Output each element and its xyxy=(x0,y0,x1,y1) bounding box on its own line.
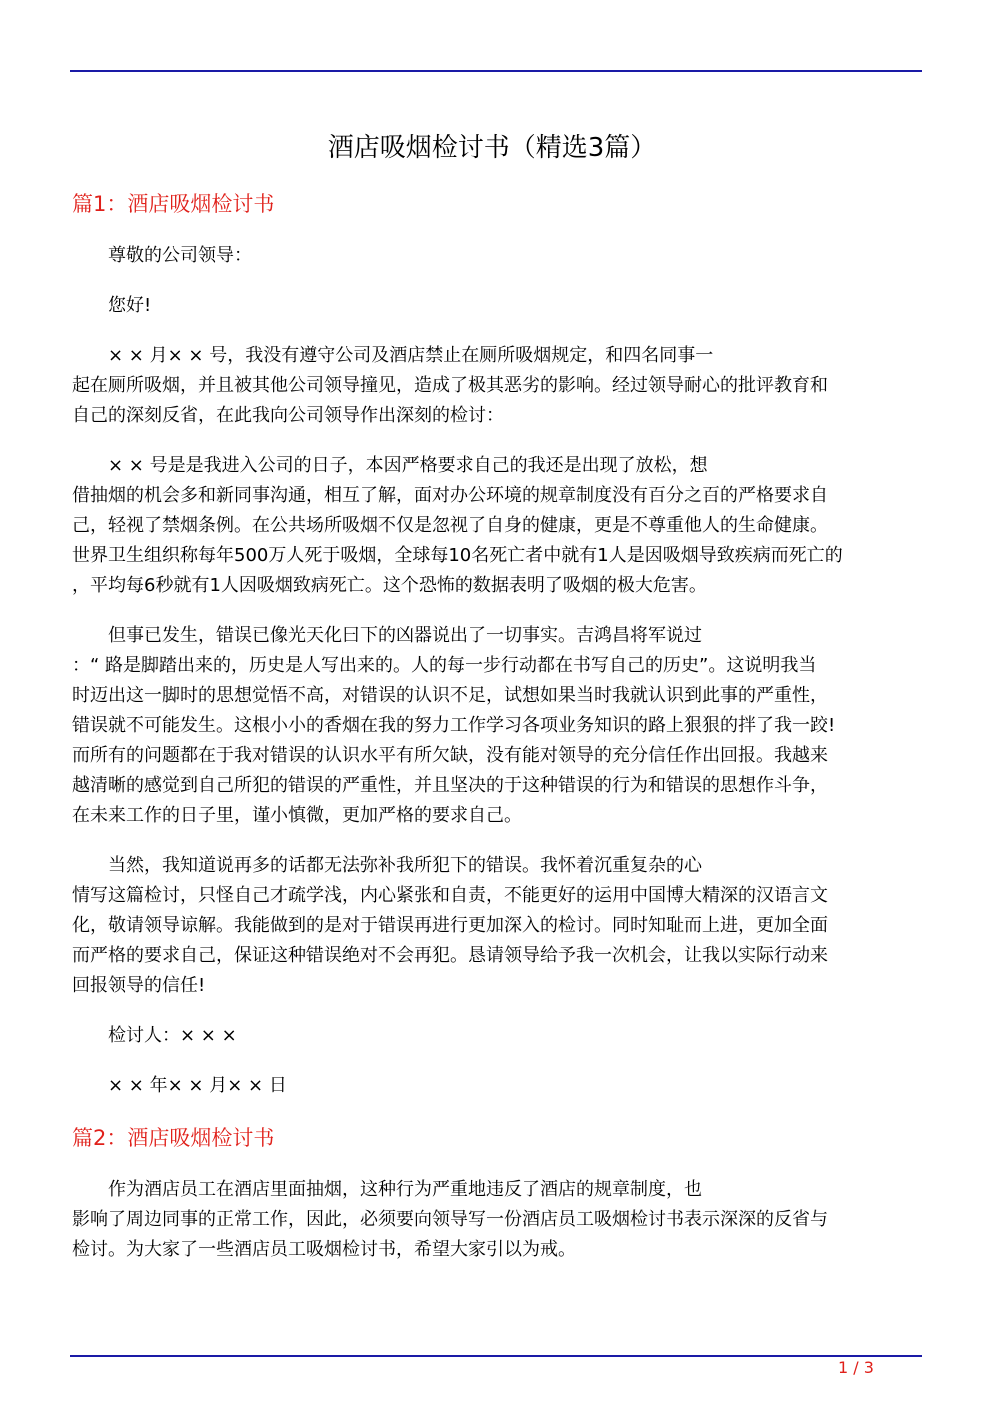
paragraph-line: 起在厕所吸烟，并且被其他公司领导撞见，造成了极其恶劣的影响。经过领导耐心的批评教育和 xyxy=(72,375,828,396)
footer-rule xyxy=(70,1355,922,1357)
paragraph-line: ：“ 路是脚踏出来的，历史是人写出来的。人的每一步行动都在书写自己的历史”。这说明我当 xyxy=(72,655,817,676)
paragraph-line: 越清晰的感觉到自己所犯的错误的严重性，并且坚决的于这种错误的行为和错误的思想作斗争， xyxy=(72,775,828,796)
date: × × 年× × 月× × 日 xyxy=(108,1075,287,1096)
paragraph-line: 当然，我知道说再多的话都无法弥补我所犯下的错误。我怀着沉重复杂的心 xyxy=(108,855,702,876)
section-heading-1: 篇1：酒店吸烟检讨书 xyxy=(72,192,275,216)
section-heading-2: 篇2：酒店吸烟检讨书 xyxy=(72,1126,275,1150)
signature: 检讨人：× × × xyxy=(108,1025,237,1046)
paragraph-line: 借抽烟的机会多和新同事沟通，相互了解，面对办公环境的规章制度没有百分之百的严格要求自 xyxy=(72,485,828,506)
greeting: 您好! xyxy=(108,295,152,316)
paragraph xyxy=(72,621,912,831)
paragraph-line: 在未来工作的日子里，谨小慎微，更加严格的要求自己。 xyxy=(72,805,522,826)
paragraph xyxy=(72,1175,912,1265)
paragraph-line: 检讨。为大家了一些酒店员工吸烟检讨书，希望大家引以为戒。 xyxy=(72,1239,576,1260)
paragraph-line: 而严格的要求自己，保证这种错误绝对不会再犯。恳请领导给予我一次机会，让我以实际行动来 xyxy=(72,945,828,966)
paragraph-line: × × 号是是我进入公司的日子，本因严格要求自己的我还是出现了放松，想 xyxy=(108,455,708,476)
paragraph xyxy=(72,451,912,601)
paragraph-line: 自己的深刻反省，在此我向公司领导作出深刻的检讨： xyxy=(72,405,504,426)
paragraph-line: 化，敬请领导谅解。我能做到的是对于错误再进行更加深入的检讨。同时知耻而上进，更加全面 xyxy=(72,915,828,936)
paragraph-line: 作为酒店员工在酒店里面抽烟，这种行为严重地违反了酒店的规章制度，也 xyxy=(108,1179,702,1200)
salutation: 尊敬的公司领导： xyxy=(108,245,252,266)
paragraph xyxy=(72,851,912,1001)
document-title: 酒店吸烟检讨书（精选3篇） xyxy=(327,133,657,163)
paragraph-line: 情写这篇检讨，只怪自己才疏学浅，内心紧张和自责，不能更好的运用中国博大精深的汉语言文 xyxy=(72,885,828,906)
paragraph-line: ，平均每6秒就有1人因吸烟致病死亡。这个恐怖的数据表明了吸烟的极大危害。 xyxy=(72,575,707,596)
paragraph-line: 世界卫生组织称每年500万人死于吸烟，全球每10名死亡者中就有1人是因吸烟导致疾病而死亡的 xyxy=(72,545,843,566)
paragraph-line: 但事已发生，错误已像光天化曰下的凶器说出了一切事实。吉鸿昌将军说过 xyxy=(108,625,702,646)
document-flow xyxy=(72,189,912,1265)
paragraph-line: × × 月× × 号，我没有遵守公司及酒店禁止在厕所吸烟规定，和四名同事一 xyxy=(108,345,714,366)
paragraph xyxy=(72,341,912,431)
paragraph-line: 回报领导的信任! xyxy=(72,975,206,996)
paragraph-line: 影响了周边同事的正常工作，因此，必须要向领导写一份酒店员工吸烟检讨书表示深深的反省与 xyxy=(72,1209,828,1230)
header-rule xyxy=(70,70,922,72)
page-number: 1 / 3 xyxy=(838,1358,874,1377)
paragraph-line: 时迈出这一脚时的思想觉悟不高，对错误的认识不足，试想如果当时我就认识到此事的严重性， xyxy=(72,685,828,706)
paragraph-line: 而所有的问题都在于我对错误的认识水平有所欠缺，没有能对领导的充分信任作出回报。我越来 xyxy=(72,745,828,766)
paragraph-line: 己，轻视了禁烟条例。在公共场所吸烟不仅是忽视了自身的健康，更是不尊重他人的生命健康。 xyxy=(72,515,828,536)
paragraph-line: 错误就不可能发生。这根小小的香烟在我的努力工作学习各项业务知识的路上狠狠的拌了我一跤! xyxy=(72,715,836,736)
